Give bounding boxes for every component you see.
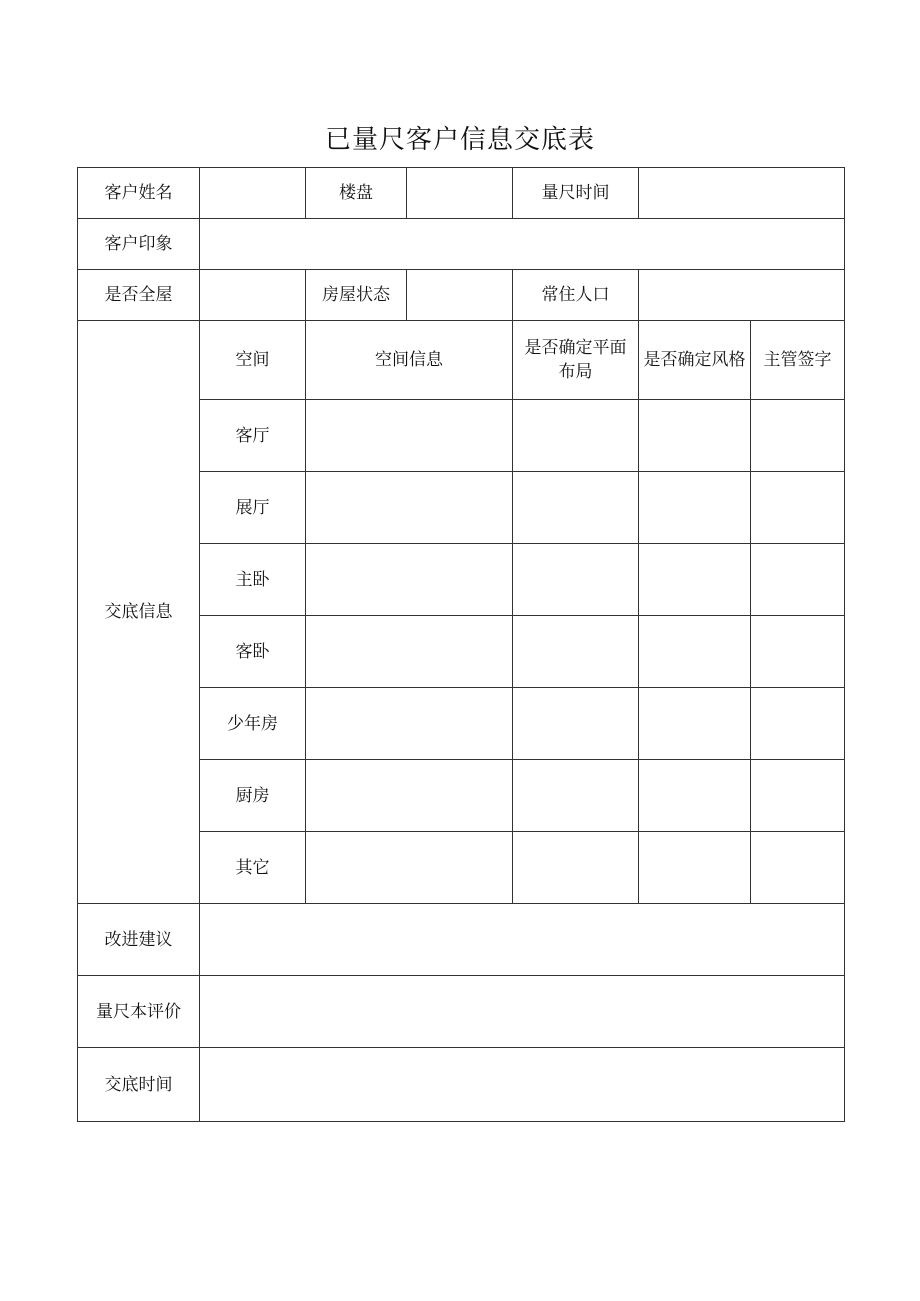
room-label: 展厅 [200, 472, 306, 544]
customer-name-field[interactable] [200, 168, 306, 219]
style-confirmed-field[interactable] [639, 616, 751, 688]
room-label: 主卧 [200, 544, 306, 616]
whole-house-field[interactable] [200, 270, 306, 321]
supervisor-signature-field[interactable] [751, 544, 845, 616]
space-info-field[interactable] [306, 544, 513, 616]
supervisor-signature-field[interactable] [751, 616, 845, 688]
room-label: 其它 [200, 832, 306, 904]
house-info-row [78, 270, 845, 321]
customer-impression-label: 客户印象 [78, 219, 200, 270]
page-title: 已量尺客户信息交底表 [324, 125, 595, 155]
residents-label: 常住人口 [513, 270, 639, 321]
customer-info-row [78, 168, 845, 219]
briefing-header-row [78, 321, 845, 400]
layout-confirmed-field[interactable] [513, 544, 639, 616]
room-label: 客厅 [200, 400, 306, 472]
supervisor-signature-field[interactable] [751, 760, 845, 832]
customer-name-label: 客户姓名 [78, 168, 200, 219]
improvement-row [78, 904, 845, 976]
whole-house-label: 是否全屋 [78, 270, 200, 321]
improvement-field[interactable] [200, 904, 845, 976]
house-status-field[interactable] [407, 270, 513, 321]
layout-confirmed-field[interactable] [513, 688, 639, 760]
measurer-review-label: 量尺本评价 [78, 976, 200, 1048]
space-info-field[interactable] [306, 400, 513, 472]
improvement-label: 改进建议 [78, 904, 200, 976]
supervisor-signature-field[interactable] [751, 832, 845, 904]
layout-confirmed-field[interactable] [513, 832, 639, 904]
room-label: 客卧 [200, 616, 306, 688]
briefing-time-row [78, 1048, 845, 1122]
style-confirmed-field[interactable] [639, 688, 751, 760]
room-label: 厨房 [200, 760, 306, 832]
room-label: 少年房 [200, 688, 306, 760]
measure-time-label: 量尺时间 [513, 168, 639, 219]
style-confirmed-field[interactable] [639, 832, 751, 904]
briefing-time-field[interactable] [200, 1048, 845, 1122]
briefing-section-label: 交底信息 [78, 321, 200, 904]
customer-briefing-form [77, 167, 845, 1122]
style-confirmed-field[interactable] [639, 760, 751, 832]
briefing-time-label: 交底时间 [78, 1048, 200, 1122]
layout-confirmed-column-header: 是否确定平面布局 [513, 321, 639, 400]
space-info-field[interactable] [306, 832, 513, 904]
property-field[interactable] [407, 168, 513, 219]
space-info-field[interactable] [306, 472, 513, 544]
measure-time-field[interactable] [639, 168, 845, 219]
style-confirmed-field[interactable] [639, 472, 751, 544]
space-column-header: 空间 [200, 321, 306, 400]
style-confirmed-field[interactable] [639, 544, 751, 616]
layout-confirmed-field[interactable] [513, 400, 639, 472]
supervisor-signature-field[interactable] [751, 400, 845, 472]
supervisor-signature-field[interactable] [751, 472, 845, 544]
style-confirmed-column-header: 是否确定风格 [639, 321, 751, 400]
customer-impression-row [78, 219, 845, 270]
house-status-label: 房屋状态 [306, 270, 407, 321]
measurer-review-row [78, 976, 845, 1048]
layout-confirmed-field[interactable] [513, 616, 639, 688]
supervisor-signature-column-header: 主管签字 [751, 321, 845, 400]
property-label: 楼盘 [306, 168, 407, 219]
space-info-column-header: 空间信息 [306, 321, 513, 400]
layout-confirmed-field[interactable] [513, 760, 639, 832]
supervisor-signature-field[interactable] [751, 688, 845, 760]
style-confirmed-field[interactable] [639, 400, 751, 472]
layout-confirmed-field[interactable] [513, 472, 639, 544]
space-info-field[interactable] [306, 616, 513, 688]
space-info-field[interactable] [306, 760, 513, 832]
customer-impression-field[interactable] [200, 219, 845, 270]
residents-field[interactable] [639, 270, 845, 321]
space-info-field[interactable] [306, 688, 513, 760]
measurer-review-field[interactable] [200, 976, 845, 1048]
